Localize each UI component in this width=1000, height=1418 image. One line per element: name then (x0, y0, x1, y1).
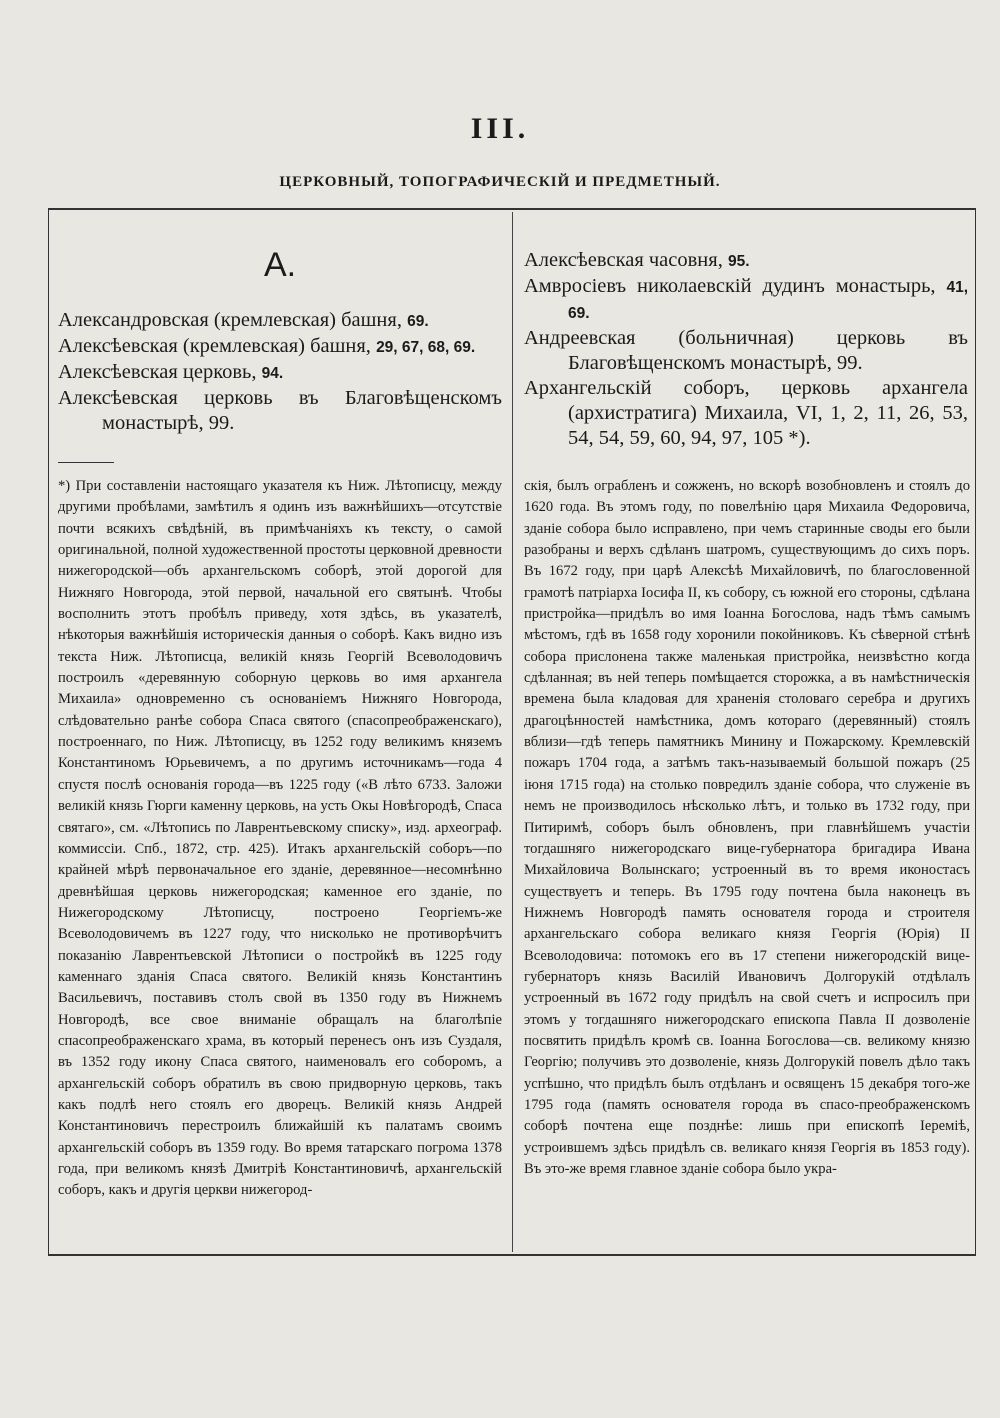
entry-pages: 95. (727, 253, 750, 270)
frame-left-rule (48, 208, 49, 1254)
footnote-paragraph: скія, былъ ограбленъ и сожженъ, но вскорѣ возобновленъ и стоялъ до 1620 года. Въ этомъ году, по повелѣнію царя Михаила Федоровича, зданіе собора было исправлено, при чемъ старинные своды его были разобраны и верхъ сдѣланъ шатромъ, существующимъ до сихъ поръ. Въ 1672 году, при царѣ Алексѣѣ Михайловичѣ, по благословенной грамотѣ патріарха Іосифа II, къ собору, съ южной его стороны, сдѣлана пристройка—придѣлъ во имя Іоанна Богослова, надъ тѣмъ самымъ мѣстомъ, гдѣ въ 1658 году хоронили покойниковъ. Къ сѣверной стѣнѣ собора прислонена также маленькая пристройка, неизвѣстно когда сдѣланная; въ ней теперь помѣщается сторожка, а въ намѣстническія времена была кладовая для храненія столоваго серебра и другихъ драгоцѣнностей намѣстника, домъ котораго (деревянный) стоялъ вблизи—гдѣ теперь памятникъ Минину и Пожарскому. Кремлевскій пожаръ 1704 года, а затѣмъ такъ-называемый большой пожаръ (25 іюня 1715 года) на столько повредилъ зданіе собора, что служеніе въ немъ не производилось нѣсколько лѣтъ, и только въ 1732 году, при Питиримѣ, соборъ былъ обновленъ, при главнѣйшемъ участіи тогдашняго нижегородскаго вице-губернатора бригадира Ивана Михайловича Волынскаго; устроенный въ то время иконостасъ существуетъ и теперь. Въ 1795 году почтена была наконецъ въ Нижнемъ Новгородѣ память основателя города и строителя архангельскаго собора великаго князя Георгія (Юрія) II Всеволодовича: потомокъ его въ 17 степени нижегородскій вице-губернаторъ князь Василій Ивановичъ Долгорукій отдѣлалъ устроенный въ 1672 году придѣлъ на свой счетъ и испросилъ при этомъ у тогдашняго нижегородскаго епископа Павла II дозволеніе посвятить придѣлъ кромѣ св. Іоанна Богослова—св. великому князю Георгію; получивъ это дозволеніе, князь Долгорукій повелъ дѣло такъ успѣшно, что придѣлъ былъ отдѣланъ и освященъ 15 декабря того-же 1795 года (память основателя города въ спасо-преображенскомъ соборѣ почтена еще позднѣе: лишь при епископѣ Іереміѣ, устроившемъ здѣсь придѣлъ св. великаго князя Георгія въ 1853 году). Въ это-же время главное зданіе собора было укра- (524, 478, 970, 1177)
column-divider (512, 212, 513, 1252)
entry-pages: 29, 67, 68, 69. (376, 339, 476, 356)
index-entry (58, 386, 502, 436)
entry-text: Алексѣевская (кремлевская) башня, (58, 335, 371, 357)
footnote-left-column (58, 476, 502, 1202)
section-title: ЦЕРКОВНЫЙ, ТОПОГРАФИЧЕСКІЙ И ПРЕДМЕТНЫЙ. (279, 174, 721, 190)
entry-text: Андреевская (больничная) церковь въ Благовѣщенскомъ монастырѣ, (524, 327, 968, 374)
frame-top-rule (48, 208, 976, 210)
index-entry (524, 376, 968, 451)
index-entry (524, 274, 968, 326)
footnote-rule (58, 462, 114, 463)
index-left-column (58, 308, 502, 436)
index-right-column (524, 248, 968, 451)
entry-pages: 99. (836, 352, 863, 374)
section-number: III. (470, 112, 530, 145)
entry-text: Амвросіевъ николаевскій дудинъ монастырь, (524, 275, 936, 297)
entry-pages: 69. (407, 313, 429, 330)
index-entry (58, 308, 502, 334)
index-entry (58, 334, 502, 360)
entry-text: Алексѣевская церковь, (58, 361, 257, 383)
index-entry (524, 248, 968, 274)
entry-pages: 41, 69. (568, 279, 969, 322)
index-letter-heading: А. (263, 246, 297, 284)
index-entry (58, 360, 502, 386)
footnote-right-column (524, 476, 970, 1180)
entry-pages: 99. (208, 412, 235, 434)
entry-pages: 94. (261, 365, 284, 382)
index-entry (524, 326, 968, 376)
frame-right-rule (975, 208, 976, 1254)
entry-text: Алексѣевская часовня, (524, 249, 723, 271)
frame-bottom-rule (48, 1254, 976, 1256)
entry-text: Алексѣевская церковь въ Благовѣщенскомъ монастырѣ, (58, 387, 502, 434)
entry-text: Архангельскій соборъ, церковь архангела (архистратига) Михаила, (524, 377, 968, 424)
entry-pages: VI, 1, 2, 11, 26, 53, 54, 54, 59, 60, 94, 97, 105 *). (568, 402, 968, 449)
entry-text: Александровская (кремлевская) башня, (58, 309, 402, 331)
footnote-paragraph: *) При составленіи настоящаго указателя къ Ниж. Лѣтописцу, между другими пробѣлами, замѣтилъ я одинъ изъ важнѣйшихъ—отсутствіе почти всякихъ свѣдѣній, въ примѣчаніяхъ къ тексту, о самой оригинальной, полной художественной простоты церковной древности нижегородской—объ архангельскомъ соборѣ, этой дорогой для Нижняго Новгорода, этой первой, начальной его святынѣ. Чтобы восполнить этотъ пробѣлъ приведу, хотя здѣсь, въ указателѣ, нѣкоторыя важнѣйшія историческія данныя о соборѣ. Какъ видно изъ текста Ниж. Лѣтописца, великій князь Георгій Всеволодовичъ построилъ «деревянную соборную церковь во имя архангела Михаила» одновременно съ основаніемъ Нижняго Новгорода, слѣдовательно ранѣе собора Спаса святого (спасопреображенскаго), построеннаго, по Ниж. Лѣтописцу, въ 1252 году великимъ княземъ Константиномъ Юрьевичемъ, а по другимъ источникамъ—года 4 спустя послѣ основанія города—въ 1225 году («В лѣто 6733. Заложи великій князь Гюрги каменну церковь, на усть Окы Новѣгородѣ, Спаса святаго», см. «Лѣтопись по Лаврентьевскому списку», изд. археограф. коммиссіи. Спб., 1872, стр. 425). Итакъ архангельскій соборъ—по крайней мѣрѣ первоначальное его зданіе, деревянное—несомнѣнно древнѣйшая церковь нижегородская; каменное его зданіе, по Нижегородскому Лѣтописцу, построено Георгіемъ-же Всеволодовичемъ въ 1227 году, что нисколько не противорѣчитъ показанію Лаврентьевской Лѣтописи о постройкѣ въ 1225 году каменнаго зданія Спаса святого. Великій князь Константинъ Васильевичъ, поставивъ столъ свой въ 1350 году въ Нижнемъ Новгородѣ, все свое вниманіе обращалъ на благолѣпіе спасопреображенскаго храма, въ который перенесъ онъ изъ Суздаля, въ 1352 году икону Спаса святого, наименовалъ его соборомъ, а архангельскій соборъ обратилъ въ свою придворную церковь, такъ какъ подлѣ него стоялъ его дворецъ. Великій князь Андрей Константиновичъ перестроилъ ближайшій къ палатамъ своимъ архангельскій соборъ въ 1359 году. Во время татарскаго погрома 1378 года, при великомъ князѣ Дмитріѣ Константиновичѣ, архангельскій соборъ, какъ и другія церкви нижегород- (58, 478, 502, 1199)
